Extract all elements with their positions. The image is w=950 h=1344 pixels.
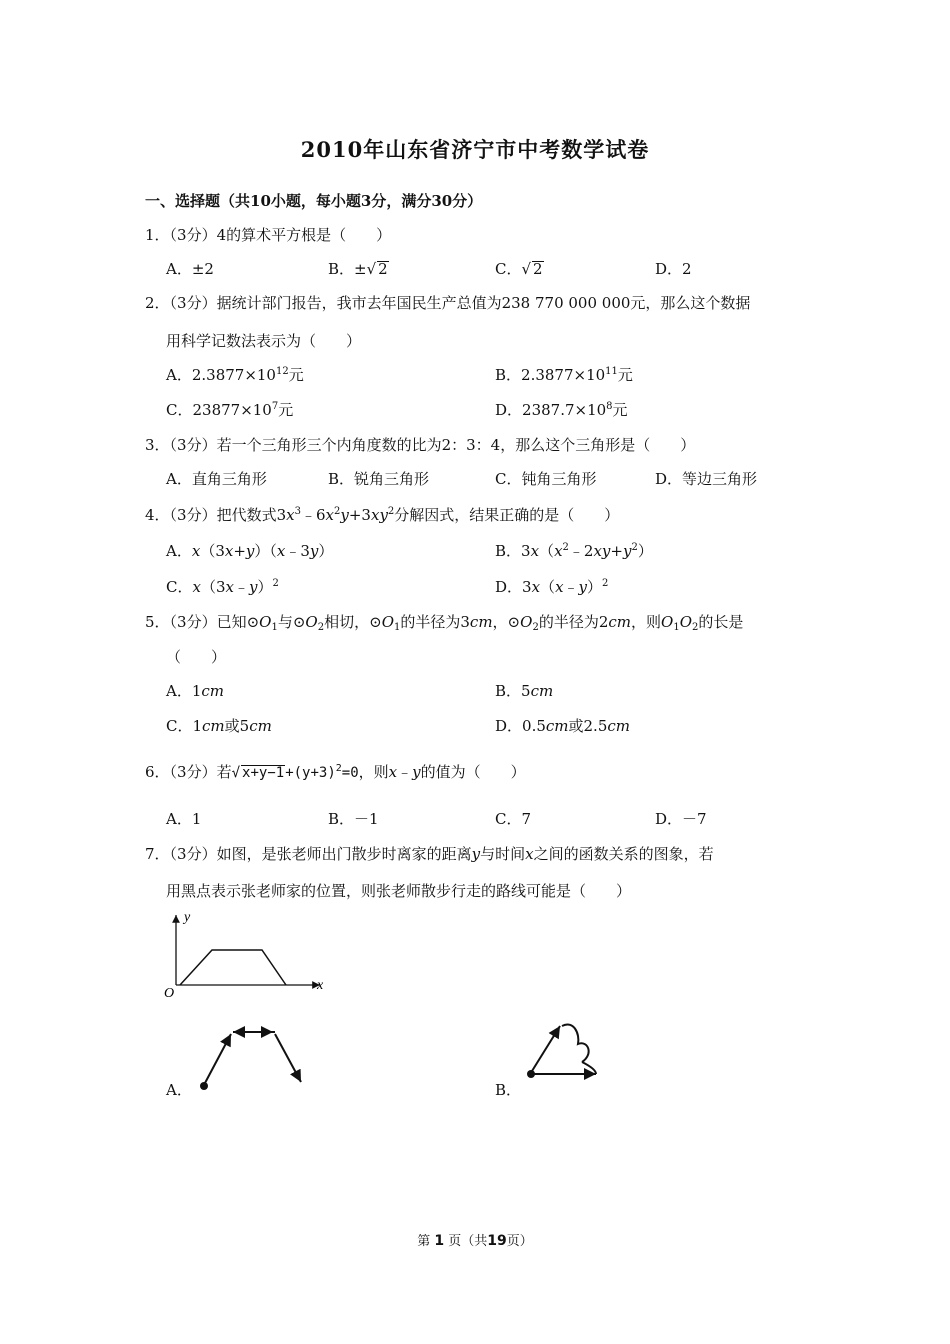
home-dot <box>200 1082 208 1090</box>
q6-option-c: C．7 <box>495 810 532 828</box>
q4-option-d: D．3x（x﹣y）$^2$ <box>495 578 609 596</box>
question-1-stem: 1．（3分）4的算术平方根是（ ） <box>145 226 392 244</box>
q3-option-b: B．锐角三角形 <box>328 470 430 488</box>
q1-option-a: A．±2 <box>166 260 214 278</box>
question-5-stem: 5．（3分）已知$⊙O_1$与$⊙O_2$相切，$⊙O_1$的半径为3cm，$⊙O_2$的半径为2cm，则$O_1O_2$的长是 <box>145 613 744 633</box>
q5-option-c: C．1cm或5cm <box>166 717 272 735</box>
question-2-stem: 2．（3分）据统计部门报告，我市去年国民生产总值为238 770 000 000元，那么这个数据 <box>145 294 751 312</box>
page-footer: 第 1 页（共19页） <box>417 1233 533 1249</box>
page-number: 1 <box>434 1233 445 1249</box>
q3-option-a: A．直角三角形 <box>166 470 267 488</box>
axis-x-label: x <box>317 978 324 993</box>
q7-distance-time-graph <box>160 905 340 1000</box>
q7-option-b: B． <box>495 1081 522 1099</box>
q3-option-c: C．钝角三角形 <box>495 470 597 488</box>
q7-option-b-path <box>522 1018 612 1088</box>
q3-option-d: D．等边三角形 <box>655 470 758 488</box>
question-5-stem-cont: （ ） <box>166 648 227 666</box>
q4-option-a: A．x（3x+y）（x﹣3y） <box>166 542 334 560</box>
graph-line <box>180 950 286 985</box>
page-title: 2010年山东省济宁市中考数学试卷 <box>300 137 650 162</box>
section-heading: 一、选择题（共10小题，每小题3分，满分30分） <box>145 192 483 210</box>
q7-option-a-path <box>195 1020 315 1100</box>
q4-option-c: C．x（3x﹣y）$^2$ <box>166 578 279 596</box>
q5-option-b: B．5cm <box>495 682 554 700</box>
question-6-stem: 6．（3分）若√ $x+y-1+(y+3)^2=0$，则x﹣y的值为（ ） <box>145 763 526 781</box>
q2-option-d: D．$2387.7\times 10^8$元 <box>495 401 628 419</box>
q6-option-d: D．－7 <box>655 810 707 828</box>
question-3-stem: 3．（3分）若一个三角形三个内角度数的比为2：3：4，那么这个三角形是（ ） <box>145 436 696 454</box>
q1-option-d: D．2 <box>655 260 692 278</box>
question-7-stem: 7．（3分）如图，是张老师出门散步时离家的距离y与时间x之间的函数关系的图象，若 <box>145 845 714 863</box>
q2-option-a: A．$2.3877\times 10^{12}$元 <box>166 366 304 384</box>
q5-option-a: A．1cm <box>166 682 225 700</box>
question-2-stem-cont: 用科学记数法表示为（ ） <box>166 332 362 350</box>
q6-option-a: A．1 <box>166 810 202 828</box>
q1-option-c: C．√ 2 <box>495 260 543 278</box>
q5-option-d: D．0.5cm或2.5cm <box>495 717 630 735</box>
home-dot <box>527 1070 535 1078</box>
question-7-stem-cont: 用黑点表示张老师家的位置，则张老师散步行走的路线可能是（ ） <box>166 882 632 900</box>
q2-option-b: B．$2.3877\times 10^{11}$元 <box>495 366 633 384</box>
page-total: 19 <box>487 1233 507 1249</box>
q6-option-b: B．－1 <box>328 810 379 828</box>
q7-option-a: A． <box>166 1081 192 1099</box>
q1-option-b: B．±√ 2 <box>328 260 388 278</box>
q4-option-b: B．$3x(x^2﹣2xy+y^2)$ <box>495 542 653 560</box>
q6-formula: √ $x+y-1+(y+3)^2=0$ <box>231 763 359 781</box>
axis-y-label: y <box>184 910 191 925</box>
question-4-stem: 4．（3分）把代数式$3x^3﹣6x^2y+3xy^2$分解因式，结果正确的是（ ） <box>145 506 620 524</box>
axis-origin-label: O <box>164 986 175 1001</box>
q2-option-c: C．$23877\times 10^7$元 <box>166 401 294 419</box>
